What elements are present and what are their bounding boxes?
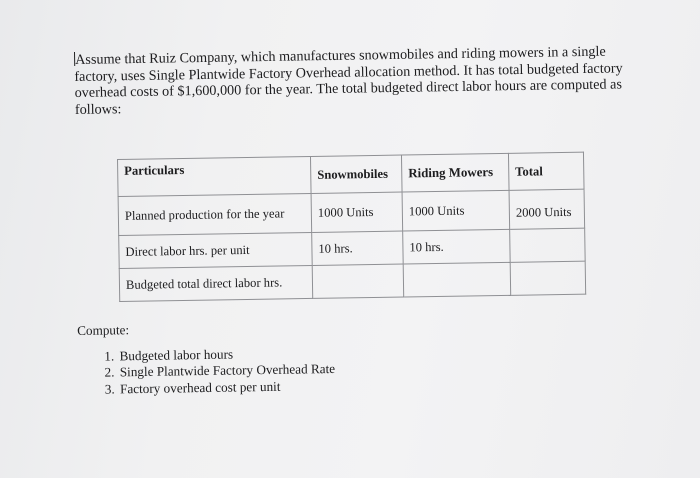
header-snowmobiles: Snowmobiles xyxy=(310,155,402,193)
header-particulars: Particulars xyxy=(118,156,312,196)
table-cell xyxy=(510,228,586,262)
labor-hours-table-wrap xyxy=(117,152,586,302)
labor-hours-table xyxy=(117,152,586,302)
table-cell: Planned production for the year xyxy=(118,193,312,235)
table-cell: 1000 Units xyxy=(311,192,403,232)
header-riding-mowers: Riding Mowers xyxy=(401,153,509,192)
list-item: 3. Factory overhead cost per unit xyxy=(118,377,398,398)
intro-text: Assume that Ruiz Company, which manufactures snowmobiles and riding mowers in a single factory, uses Single Plantwide Factory Overhead allocation method. It has total budgeted factory overhead costs of $1,600,000 for the year. The total budgeted direct labor hours are computed as follows: xyxy=(74,43,623,118)
table-cell: Direct labor hrs. per unit xyxy=(119,232,312,268)
compute-list xyxy=(77,344,398,398)
list-item: 1. Budgeted labor hours xyxy=(117,344,397,365)
table-cell xyxy=(403,262,511,297)
table-cell: 10 hrs. xyxy=(312,231,404,265)
table-cell: 1000 Units xyxy=(402,190,510,231)
table-cell: 10 hrs. xyxy=(403,229,511,264)
compute-section xyxy=(77,318,398,398)
list-item: 2. Single Plantwide Factory Overhead Rate xyxy=(118,360,398,381)
table-row xyxy=(119,261,585,301)
header-total: Total xyxy=(508,152,584,190)
table-cell xyxy=(312,264,404,298)
compute-label: Compute: xyxy=(77,322,130,338)
table-cell: 2000 Units xyxy=(509,189,585,229)
table-cell xyxy=(510,261,586,295)
table-cell: Budgeted total direct labor hrs. xyxy=(119,265,312,301)
intro-paragraph xyxy=(74,43,645,118)
